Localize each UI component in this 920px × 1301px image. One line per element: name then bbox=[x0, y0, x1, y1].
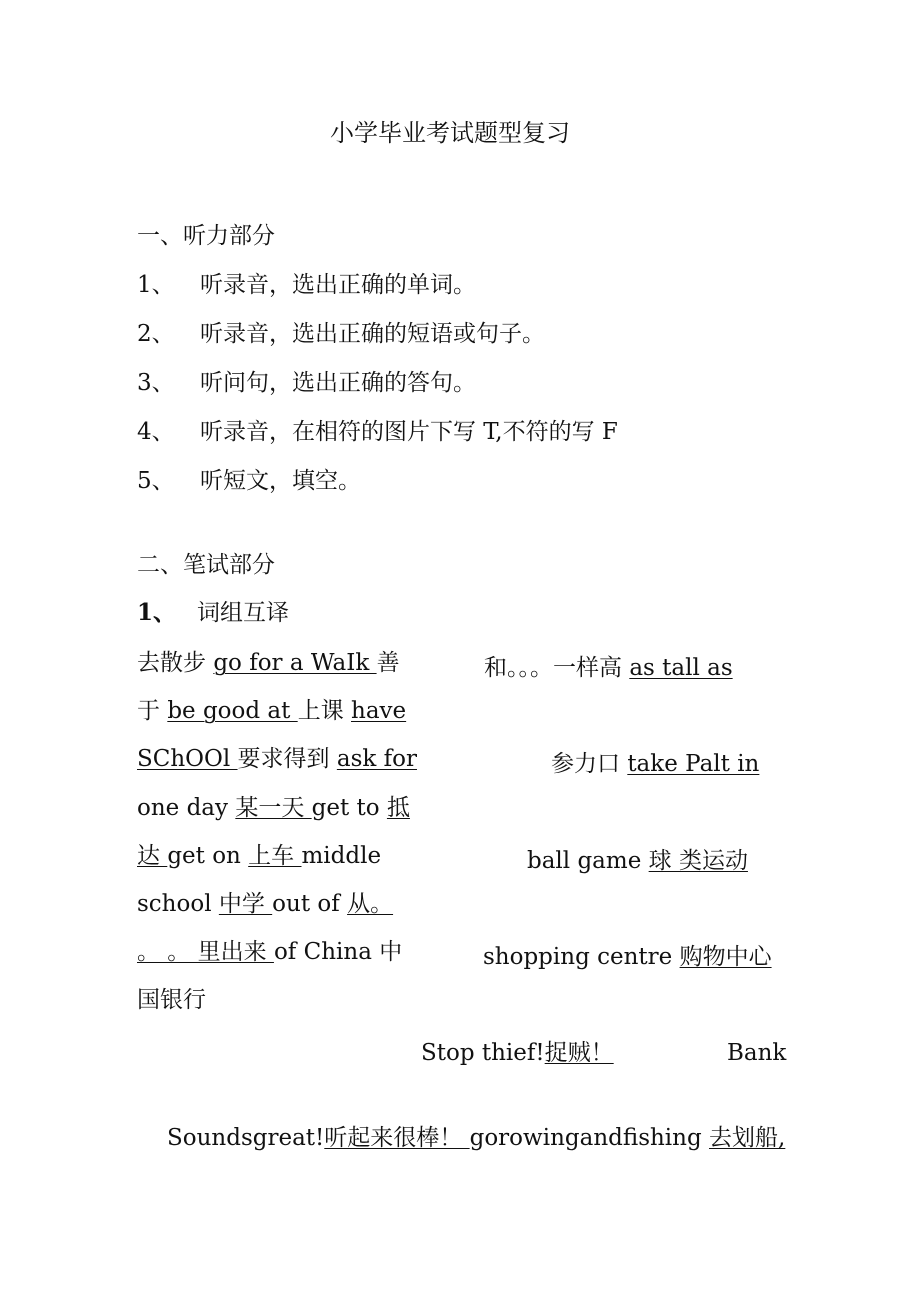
phrase-answer: 去划船, bbox=[709, 1125, 786, 1151]
phrase-stop-thief bbox=[421, 1038, 614, 1068]
phrase-right-4 bbox=[483, 942, 772, 972]
phrase-en: get to bbox=[311, 795, 387, 821]
list-item-number: 4、 bbox=[137, 419, 175, 445]
phrase-answer: have bbox=[351, 698, 407, 724]
phrase-cn: 于 bbox=[137, 698, 168, 724]
phrase-answer: be good at bbox=[167, 698, 298, 724]
phrase-right-3 bbox=[527, 846, 748, 876]
phrase-answer: 。 。 里出来 bbox=[137, 939, 274, 965]
phrase-answer: take Palt in bbox=[627, 751, 760, 777]
phrase-line-7 bbox=[137, 937, 402, 967]
phrase-answer: 球 类运动 bbox=[648, 848, 748, 874]
section-heading-listening: 一、听力部分 bbox=[137, 223, 275, 249]
phrase-en: Soundsgreat! bbox=[167, 1125, 325, 1151]
phrase-answer: 捉贼！ bbox=[544, 1040, 614, 1066]
phrase-line-4 bbox=[137, 793, 410, 823]
list-item-number: 1、 bbox=[137, 272, 175, 298]
phrase-answer: 中学 bbox=[218, 891, 273, 917]
phrase-en: gorowingandfishing bbox=[469, 1125, 710, 1151]
phrase-bank: Bank bbox=[727, 1040, 787, 1066]
phrase-en: out of bbox=[272, 891, 348, 917]
phrase-en: one day bbox=[137, 795, 236, 821]
list-item-number: 2、 bbox=[137, 321, 175, 347]
phrase-line-2 bbox=[137, 696, 406, 726]
phrase-answer: go for a WaIk bbox=[213, 650, 377, 676]
phrase-line-3 bbox=[137, 744, 417, 774]
phrase-answer: 从。 bbox=[347, 891, 394, 917]
list-item-text: 听录音，选出正确的单词。 bbox=[200, 272, 476, 298]
phrase-en: ball game bbox=[527, 848, 649, 874]
phrase-answer: 上车 bbox=[248, 843, 302, 869]
phrase-answer: 达 bbox=[137, 843, 168, 869]
list-item-text: 听问句，选出正确的答句。 bbox=[200, 370, 476, 396]
phrase-answer: 购物中心 bbox=[679, 944, 772, 970]
phrase-answer: 某一天 bbox=[235, 795, 312, 821]
phrase-en: Stop thief! bbox=[421, 1040, 545, 1066]
phrase-cn: 参力口 bbox=[551, 751, 628, 777]
phrase-right-1 bbox=[484, 653, 733, 683]
phrase-cn: 去散步 bbox=[137, 650, 214, 676]
list-item-text: 听录音，选出正确的短语或句子。 bbox=[200, 321, 545, 347]
phrase-en: get on bbox=[167, 843, 249, 869]
page-title: 小学毕业考试题型复习 bbox=[330, 119, 570, 147]
list-item-number: 3、 bbox=[137, 370, 175, 396]
subsection-number: 1、 bbox=[137, 599, 177, 626]
phrase-line-6 bbox=[137, 889, 393, 919]
phrase-answer: ask for bbox=[336, 746, 417, 772]
phrase-line-1 bbox=[137, 648, 400, 678]
phrase-right-2 bbox=[551, 749, 759, 779]
phrase-en: of China 中 bbox=[273, 939, 403, 965]
phrase-answer: as tall as bbox=[629, 655, 733, 681]
list-item-text: 听短文，填空。 bbox=[200, 468, 361, 494]
subsection-title: 词组互译 bbox=[197, 600, 289, 626]
phrase-cn: 要求得到 bbox=[237, 746, 337, 772]
phrase-answer: SChOOl bbox=[137, 746, 238, 772]
section-heading-written: 二、笔试部分 bbox=[137, 552, 275, 578]
phrase-sounds-great bbox=[167, 1123, 785, 1153]
phrase-answer: 听起来很棒！ bbox=[324, 1125, 470, 1151]
phrase-cn: 上课 bbox=[297, 698, 351, 724]
phrase-line-8: 国银行 bbox=[137, 987, 206, 1013]
phrase-en: middle bbox=[301, 843, 382, 869]
phrase-cn: 和。。。一样高 bbox=[484, 655, 630, 681]
phrase-answer: 抵 bbox=[386, 795, 410, 821]
phrase-en: school bbox=[137, 891, 219, 917]
phrase-en: shopping centre bbox=[483, 944, 680, 970]
list-item-text: 听录音，在相符的图片下写 T,不符的写 F bbox=[200, 419, 618, 445]
phrase-cn: 善 bbox=[376, 650, 400, 676]
phrase-line-5 bbox=[137, 841, 381, 871]
list-item-number: 5、 bbox=[137, 468, 175, 494]
